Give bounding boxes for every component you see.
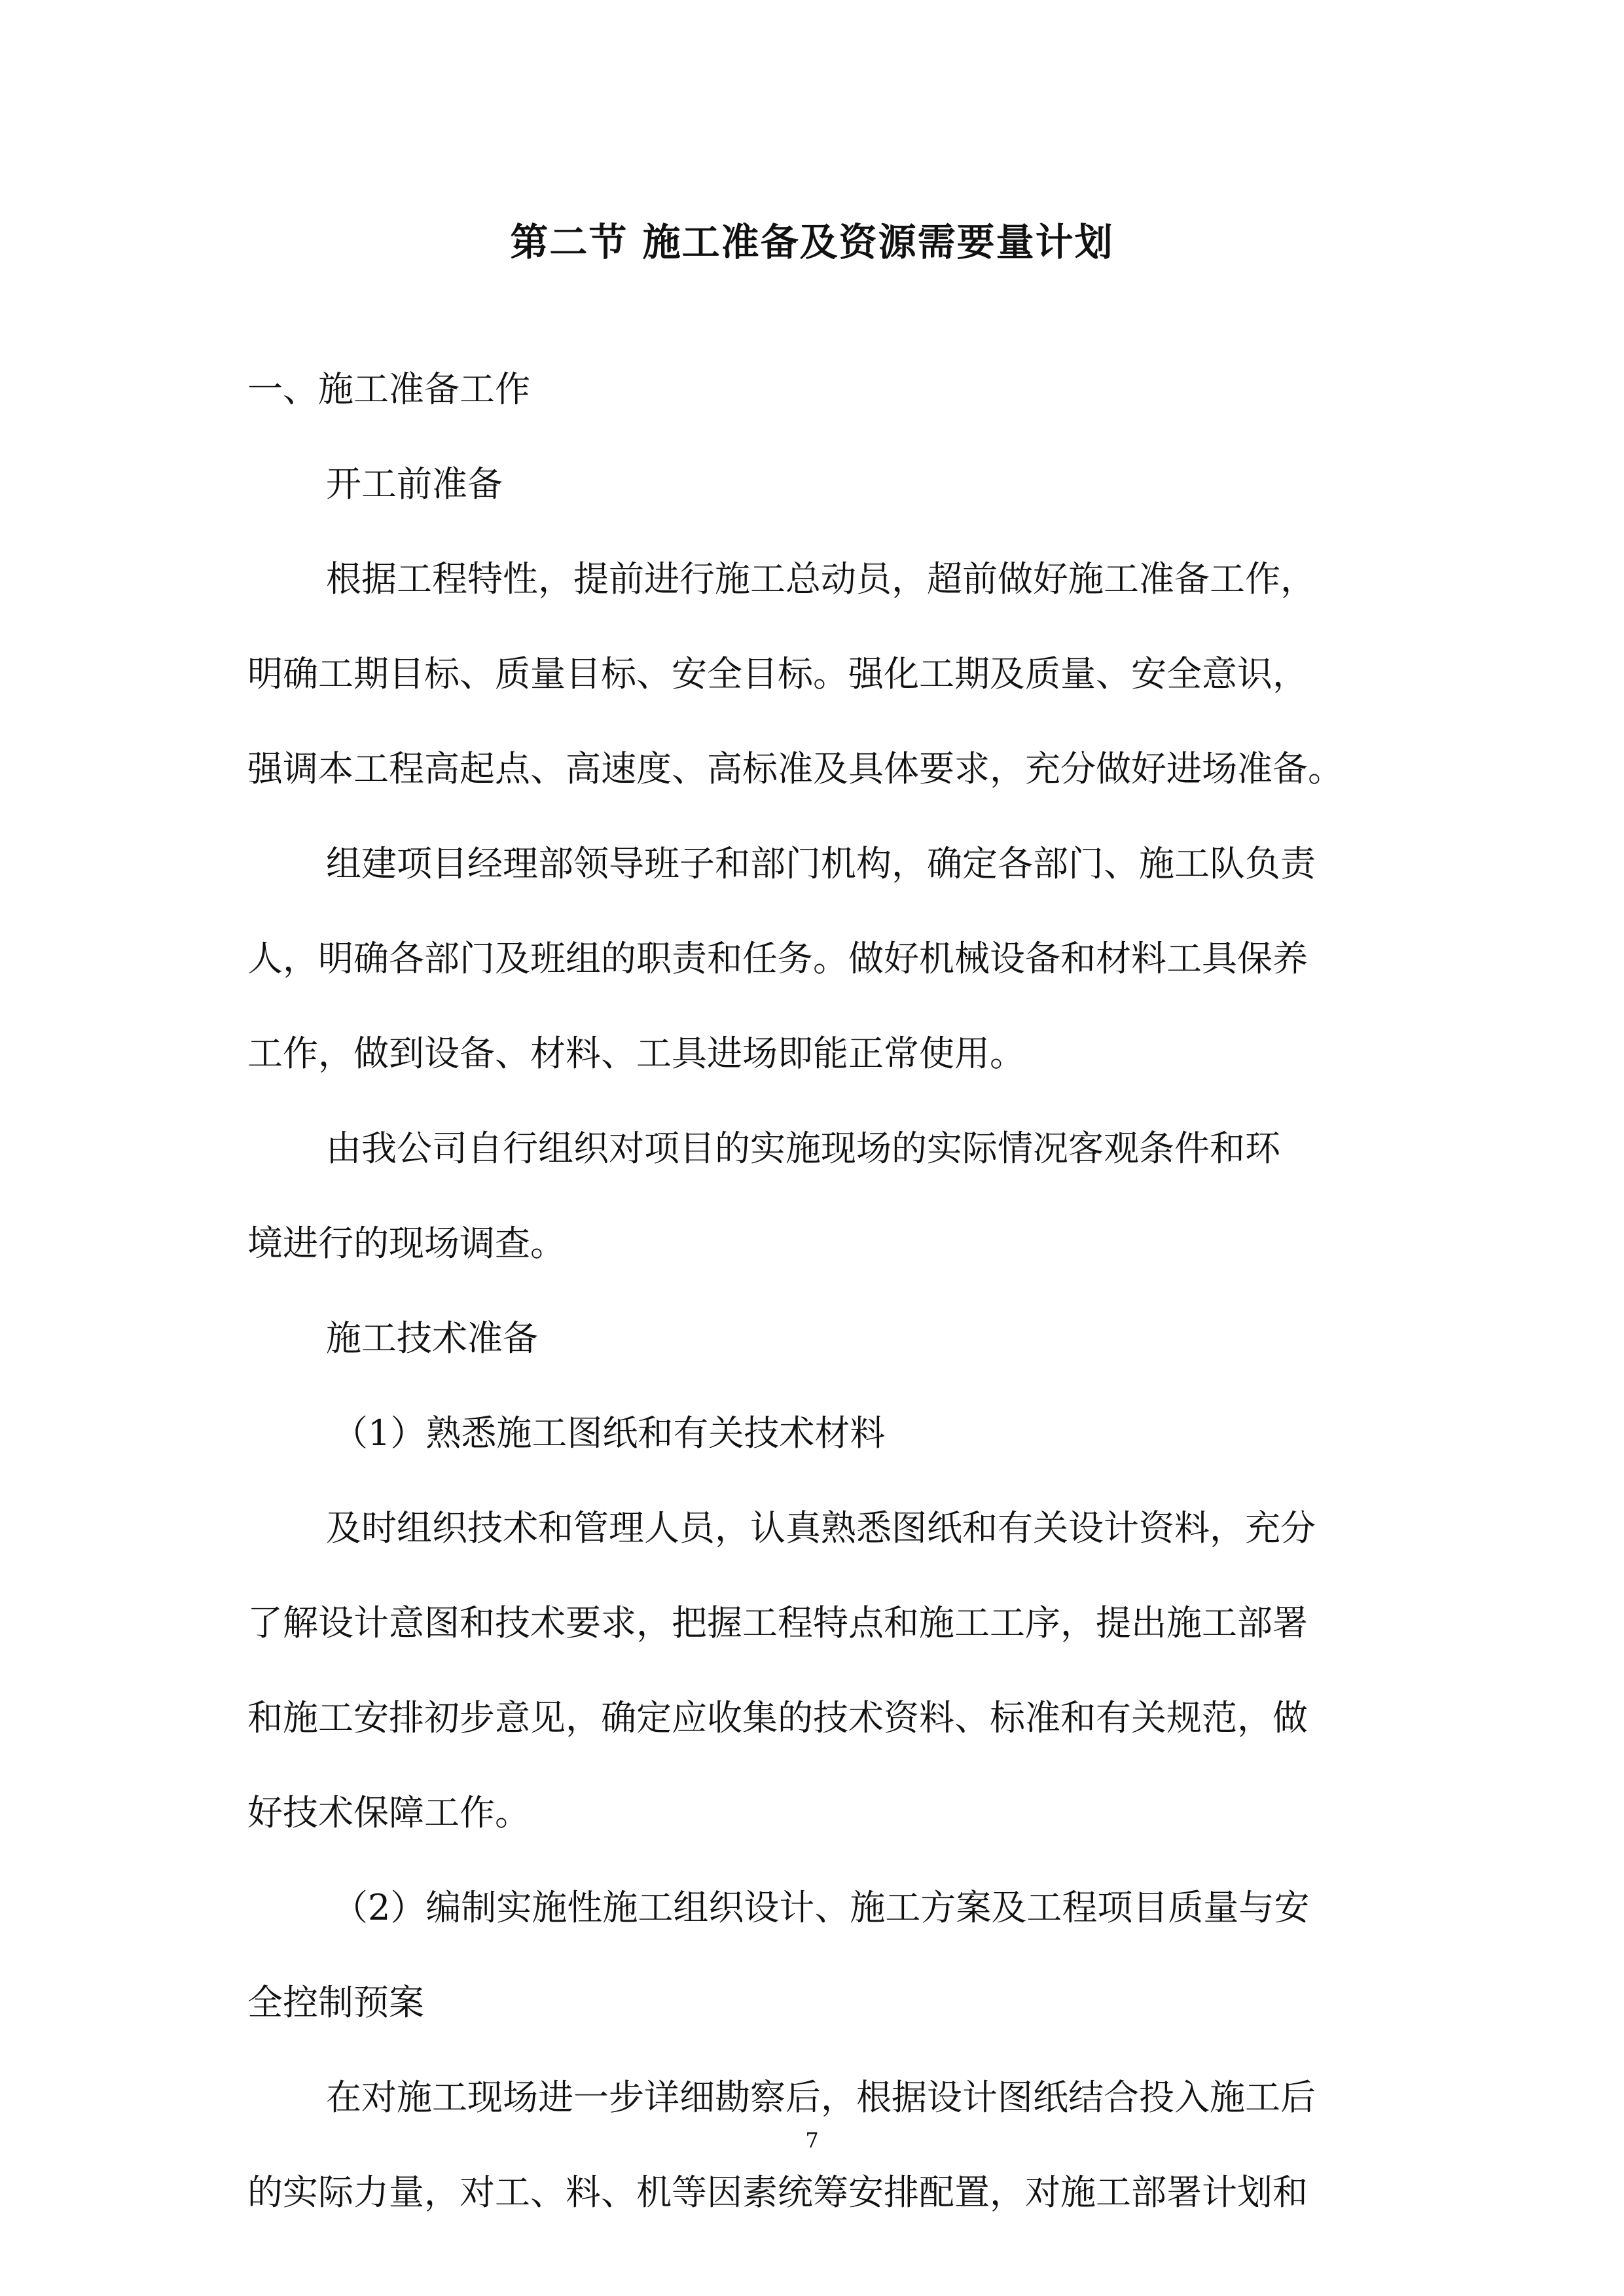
paragraph-line: 组建项目经理部领导班子和部门机构，确定各部门、施工队负责 xyxy=(326,843,1316,884)
page-number: 7 xyxy=(805,2128,819,2153)
paragraph-line: 根据工程特性，提前进行施工总动员，超前做好施工准备工作， xyxy=(326,558,1316,600)
list-item-1: （1）熟悉施工图纸和有关技术材料 xyxy=(333,1412,886,1454)
paragraph-line: 境进行的现场调查。 xyxy=(247,1223,566,1264)
paragraph-line: 强调本工程高起点、高速度、高标准及具体要求，充分做好进场准备。 xyxy=(247,748,1343,789)
paragraph-line: 全控制预案 xyxy=(247,1982,424,2023)
paragraph-line: 人，明确各部门及班组的职责和任务。做好机械设备和材料工具保养 xyxy=(247,938,1308,979)
paragraph-line: 好技术保障工作。 xyxy=(247,1792,530,1833)
body-text xyxy=(247,342,1386,2240)
subheading-technical-prep: 施工技术准备 xyxy=(326,1318,538,1359)
section-title: 第二节 施工准备及资源需要量计划 xyxy=(510,220,1114,264)
paragraph-line: 的实际力量，对工、料、机等因素统筹安排配置，对施工部署计划和 xyxy=(247,2172,1308,2213)
paragraph-line: 和施工安排初步意见，确定应收集的技术资料、标准和有关规范，做 xyxy=(247,1697,1308,1738)
paragraph-line: 由我公司自行组织对项目的实施现场的实际情况客观条件和环 xyxy=(326,1128,1280,1169)
paragraph-line: 在对施工现场进一步详细勘察后，根据设计图纸结合投入施工后 xyxy=(326,2077,1316,2118)
paragraph-line: 了解设计意图和技术要求，把握工程特点和施工工序，提出施工部署 xyxy=(247,1602,1308,1643)
paragraph-line: 工作，做到设备、材料、工具进场即能正常使用。 xyxy=(247,1033,1025,1074)
paragraph-line: 及时组织技术和管理人员，认真熟悉图纸和有关设计资料，充分 xyxy=(326,1507,1316,1549)
subheading-pre-start-prep: 开工前准备 xyxy=(326,463,503,505)
heading-construction-prep: 一、施工准备工作 xyxy=(247,368,530,410)
paragraph-line: 明确工期目标、质量目标、安全目标。强化工期及质量、安全意识， xyxy=(247,653,1308,694)
list-item-2: （2）编制实施性施工组织设计、施工方案及工程项目质量与安 xyxy=(333,1887,1310,1928)
